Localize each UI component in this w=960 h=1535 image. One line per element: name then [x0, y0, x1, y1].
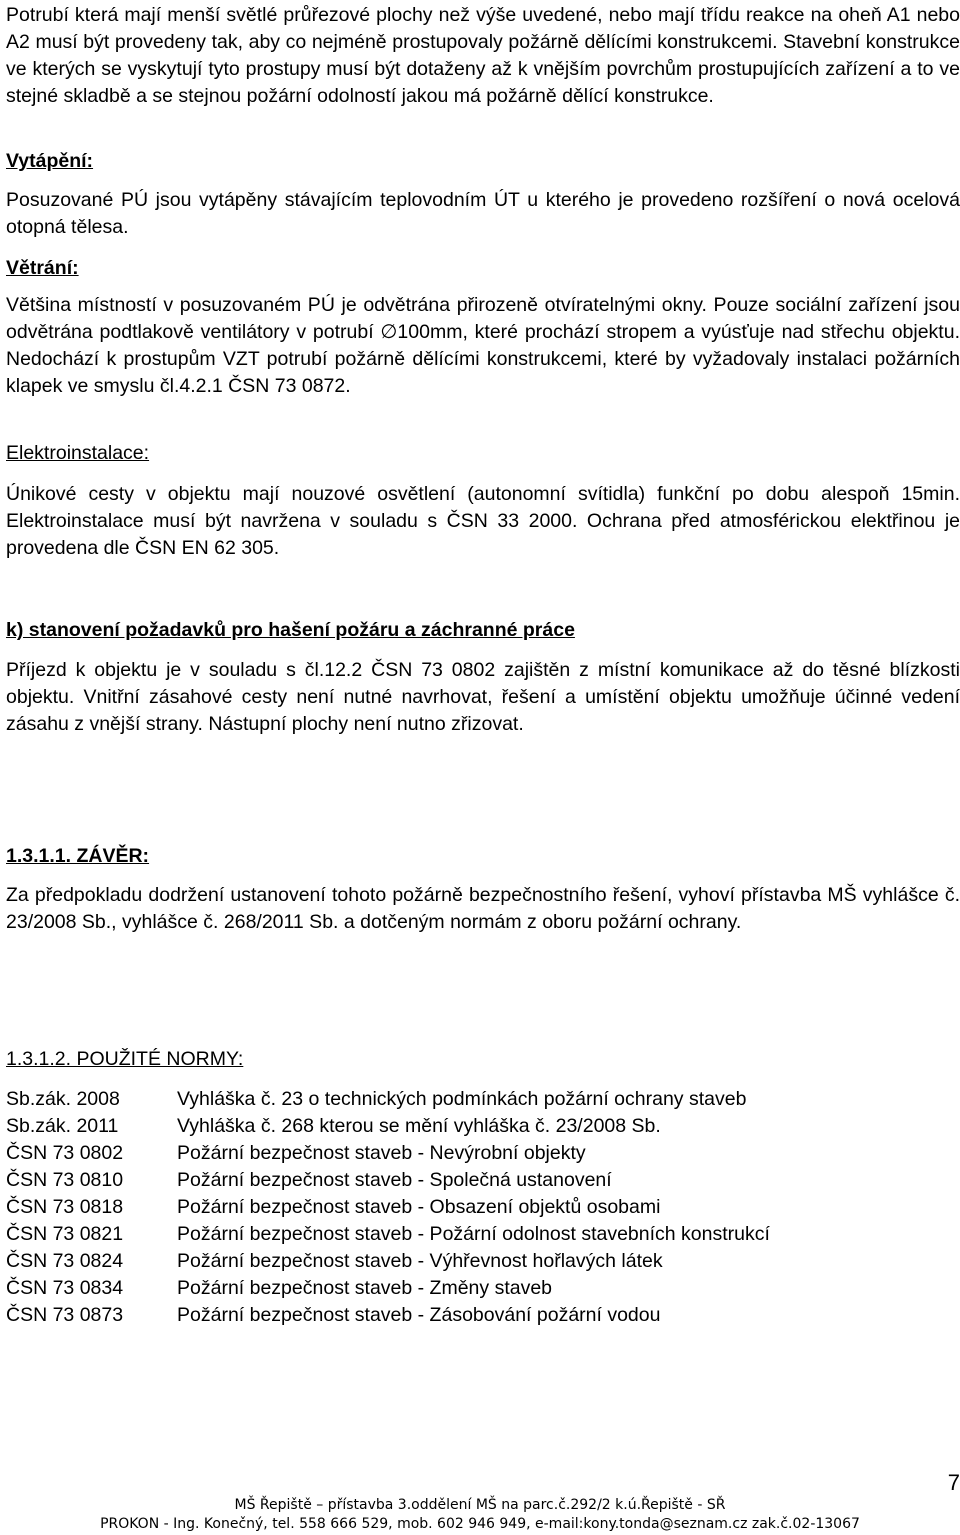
paragraph-zaver: Za předpokladu dodržení ustanovení tohoto požárně bezpečnostního řešení, vyhoví přístavba MŠ vyhlášce č. 23/2008 Sb., vyhlášce č. 268/2011 Sb. a dotčeným normám z oboru požární ochrany. — [6, 884, 960, 933]
norm-code: ČSN 73 0824 — [6, 1250, 124, 1272]
norm-code: ČSN 73 0834 — [6, 1277, 124, 1299]
norm-code: ČSN 73 0873 — [6, 1304, 124, 1326]
norm-description: Požární bezpečnost staveb - Zásobování požární vodou — [177, 1304, 661, 1326]
paragraph-prostupy: Potrubí která mají menší světlé průřezové plochy než výše uvedené, nebo mají třídu reakce na oheň A1 nebo A2 musí být provedeny tak, aby co nejméně prostupovaly požárně dělícími konstrukcemi. Stavební konstrukce ve kterých se vyskytují tyto prostupy musí být dotaženy až k vnějším povrchům prostupujících zařízení a to ve stejné skladbě a se stejnou požární odolností jakou má požárně dělící konstrukce. — [6, 4, 960, 107]
paragraph-vytapeni: Posuzované PÚ jsou vytápěny stávajícím teplovodním ÚT u kterého je provedeno rozšíření o nová ocelová otopná tělesa. — [6, 189, 960, 238]
norm-code: Sb.zák. 2008 — [6, 1088, 120, 1110]
norm-row — [6, 1302, 960, 1329]
norm-description: Požární bezpečnost staveb - Požární odolnost stavebních konstrukcí — [177, 1223, 770, 1245]
norm-row — [6, 1140, 960, 1167]
heading-vetrani: Větrání: — [6, 257, 79, 279]
norm-description: Vyhláška č. 268 kterou se mění vyhláška č. 23/2008 Sb. — [177, 1115, 661, 1137]
paragraph-vetrani: Většina místností v posuzovaném PÚ je odvětrána přirozeně otvíratelnými okny. Pouze sociální zařízení jsou odvětrána podtlakově ventilátory v potrubí ∅100mm, které prochází stropem a vyúsťuje nad střechu objektu. Nedochází k prostupům VZT potrubí požárně dělícími konstrukcemi, které by vyžadovaly instalaci požárních klapek ve smyslu čl.4.2.1 ČSN 73 0872. — [6, 294, 960, 397]
heading-elektroinstalace: Elektroinstalace: — [6, 442, 150, 464]
norm-row — [6, 1248, 960, 1275]
heading-haseni: k) stanovení požadavků pro hašení požáru a záchranné práce — [6, 619, 575, 641]
norm-code: ČSN 73 0821 — [6, 1223, 124, 1245]
norm-row — [6, 1221, 960, 1248]
norm-row — [6, 1086, 960, 1113]
norm-description: Požární bezpečnost staveb - Obsazení objektů osobami — [177, 1196, 661, 1218]
norm-code: ČSN 73 0802 — [6, 1142, 124, 1164]
paragraph-elektroinstalace: Únikové cesty v objektu mají nouzové osvětlení (autonomní svítidla) funkční po dobu alespoň 15min. Elektroinstalace musí být navržena v souladu s ČSN 33 2000. Ochrana před atmosférickou elektřinou je provedena dle ČSN EN 62 305. — [6, 483, 960, 559]
norm-code: ČSN 73 0810 — [6, 1169, 124, 1191]
norm-description: Vyhláška č. 23 o technických podmínkách požární ochrany staveb — [177, 1088, 747, 1110]
norm-row — [6, 1194, 960, 1221]
norm-code: ČSN 73 0818 — [6, 1196, 124, 1218]
footer-contact-line: PROKON - Ing. Konečný, tel. 558 666 529, mob. 602 946 949, e-mail:kony.tonda@seznam.cz zak.č.02-13067 — [100, 1516, 860, 1532]
norms-list — [6, 1086, 960, 1329]
norm-description: Požární bezpečnost staveb - Nevýrobní objekty — [177, 1142, 586, 1164]
norm-row — [6, 1113, 960, 1140]
footer-project-line: MŠ Řepiště – přístavba 3.oddělení MŠ na parc.č.292/2 k.ú.Řepiště - SŘ — [234, 1497, 726, 1513]
page-number: 7 — [947, 1470, 960, 1495]
paragraph-haseni: Příjezd k objektu je v souladu s čl.12.2 ČSN 73 0802 zajištěn z místní komunikace až do těsné blízkosti objektu. Vnitřní zásahové cesty není nutné navrhovat, řešení a umístění objektu umožňuje účinné vedení zásahu z vnější strany. Nástupní plochy není nutno zřizovat. — [6, 659, 960, 735]
norm-description: Požární bezpečnost staveb - Společná ustanovení — [177, 1169, 612, 1191]
heading-vytapeni: Vytápění: — [6, 150, 94, 172]
norm-code: Sb.zák. 2011 — [6, 1115, 119, 1137]
heading-normy: 1.3.1.2. POUŽITÉ NORMY: — [6, 1048, 244, 1070]
norm-description: Požární bezpečnost staveb - Výhřevnost hořlavých látek — [177, 1250, 663, 1272]
norm-row — [6, 1275, 960, 1302]
norm-description: Požární bezpečnost staveb - Změny staveb — [177, 1277, 553, 1299]
norm-row — [6, 1167, 960, 1194]
heading-zaver: 1.3.1.1. ZÁVĚR: — [6, 845, 150, 867]
